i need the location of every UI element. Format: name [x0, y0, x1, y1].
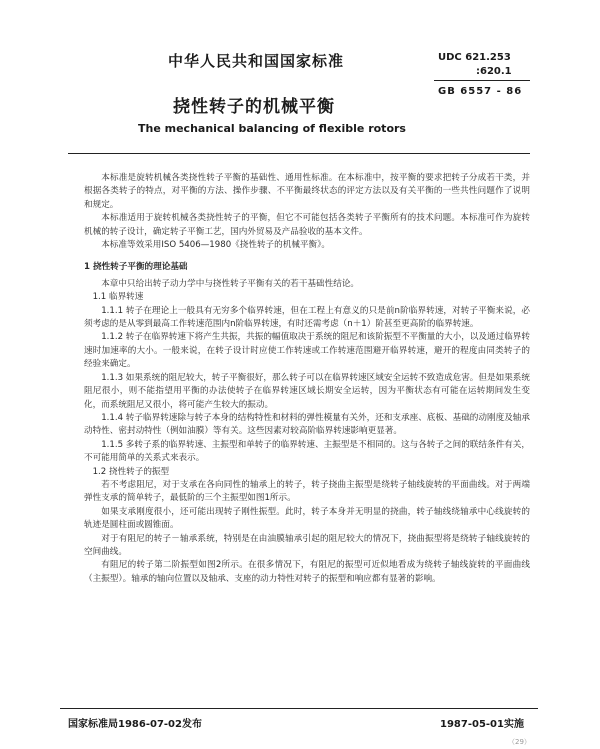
document-body — [84, 172, 530, 586]
issue-date: 国家标准局1986-07-02发布 — [68, 719, 202, 730]
clause-1-1-1: 1.1.1 转子在理论上一般具有无穷多个临界转速，但在工程上有意义的只是前n阶临界转速，对转子平衡来说，必须考虑的是从零到最高工作转速范围内n阶临界转速，有时还需考虑（n＋1）阶甚至更高阶的临界转速。 — [84, 305, 530, 330]
gb-number: GB 6557 - 86 — [438, 86, 523, 97]
mode-paragraph: 对于有阻尼的转子－轴承系统，特别是在由油膜轴承引起的阻尼较大的情况下，挠曲振型将是绕转子轴线旋转的空间曲线。 — [84, 533, 530, 557]
subsection-heading: 1.1 临界转速 — [92, 292, 144, 303]
clause-1-1-2: 1.1.2 转子在临界转速下将产生共振，共振的幅值取决于系统的阻尼和该阶振型不平衡量的大小，以及通过临界转速时加速率的大小。一般来说，在转子设计时应使工作转速或工作转速范围避开临界转速，避开的程度由同类转子的经验来确定。 — [84, 332, 530, 370]
intro-paragraph: 本标准是旋转机械各类挠性转子平衡的基础性、通用性标准。在本标准中，按平衡的要求把转子分成若干类，并根据各类转子的特点，对平衡的方法、操作步骤、不平衡最终状态的评定方法以及有关平衡的一些共性问题作了说明和规定。 — [84, 173, 530, 210]
document-title-en: The mechanical balancing of flexible rotors — [138, 122, 406, 135]
effective-date: 1987-05-01实施 — [440, 719, 524, 730]
udc-code-continuation: :620.1 — [476, 66, 512, 77]
header-divider — [434, 80, 530, 81]
footer-divider — [60, 708, 538, 709]
intro-paragraph: 本标准等效采用ISO 5406—1980《挠性转子的机械平衡》。 — [101, 240, 330, 251]
section-lead: 本章中只给出转子动力学中与挠性转子平衡有关的若干基础性结论。 — [101, 278, 360, 289]
title-divider — [68, 153, 530, 154]
mode-paragraph: 如果支承刚度很小，还可能出现转子刚性振型。此时，转子本身并无明显的挠曲，转子轴线绕轴承中心线旋转的轨迹是圆柱面或圆锥面。 — [84, 506, 530, 531]
document-title-cn: 挠性转子的机械平衡 — [173, 97, 335, 117]
mode-paragraph: 有阻尼的转子第二阶振型如图2所示。在很多情况下，有阻尼的振型可近似地看成为绕转子轴线旋转的平面曲线（主振型）。轴承的轴向位置以及轴承、支座的动力特性对转子的振型和响应都有显著的影响。 — [84, 560, 530, 584]
section-heading: 1 挠性转子平衡的理论基础 — [84, 262, 188, 273]
clause-1-1-4: 1.1.4 转子临界转速除与转子本身的结构特性和材料的弹性模量有关外，还和支承座、底板、基础的动刚度及轴承动特性、密封动特性（例如油膜）等有关。这些因素对较高阶临界转速影响更显著。 — [84, 412, 530, 437]
clause-1-1-5: 1.1.5 多转子系的临界转速、主振型和单转子的临界转速、主振型是不相同的。这与各转子之间的联结条件有关，不可能用简单的关系式来表示。 — [84, 439, 530, 464]
subsection-heading: 1.2 挠性转子的振型 — [92, 466, 170, 477]
intro-paragraph: 本标准适用于旋转机械各类挠性转子的平衡，但它不可能包括各类转子平衡所有的技术问题。本标准可作为旋转机械的转子设计，确定转子平衡工艺，国内外贸易及产品验收的基本文件。 — [84, 213, 530, 237]
clause-1-1-3: 1.1.3 如果系统的阻尼较大，转子平衡很好，那么转子可以在临界转速区域安全运转不致造成危害。但是如果系统阻尼很小，则不能指望用平衡的办法使转子在临界转速区域长期安全运转，因为平衡状态有可能在运转期间发生变化，而系统阻尼又很小，将可能产生较大的振动。 — [84, 372, 530, 410]
mode-paragraph: 若不考虑阻尼，对于支承在各向同性的轴承上的转子，转子挠曲主振型是绕转子轴线旋转的平面曲线。对于两端弹性支承的简单转子，最低阶的三个主振型如图1所示。 — [84, 479, 530, 504]
standard-organization: 中华人民共和国国家标准 — [168, 52, 345, 70]
udc-code: UDC 621.253 — [438, 52, 511, 63]
page-number: （29） — [508, 738, 531, 746]
